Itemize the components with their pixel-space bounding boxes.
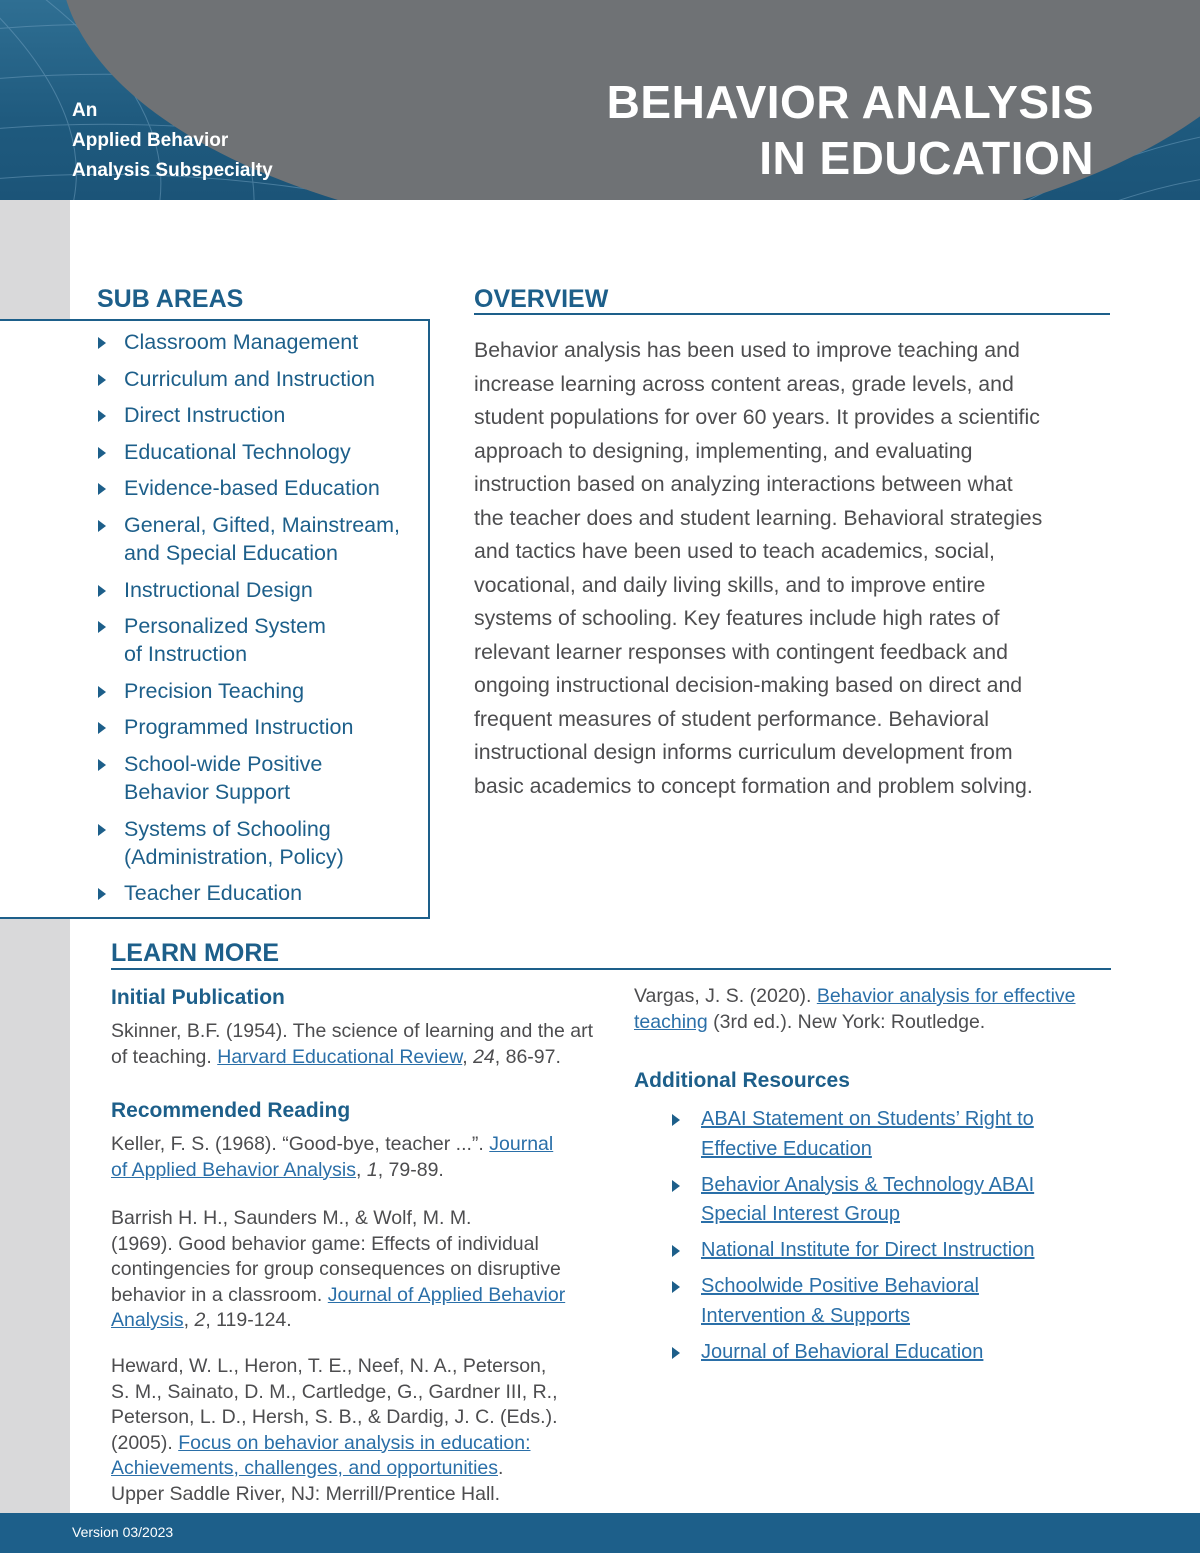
list-item-label: General, Gifted, Mainstream, [124,512,401,537]
reference-line [111,1132,611,1158]
arrow-bullet-icon [98,824,106,836]
list-item-label: Programmed Instruction [124,715,354,740]
list-item-label: Precision Teaching [124,678,305,703]
tagline-line: Analysis Subspecialty [72,160,273,181]
list-item [96,365,426,393]
list-item-label: (Administration, Policy) [124,844,344,869]
overview-heading: OVERVIEW [474,285,609,313]
reference-volume: 24 [473,1045,495,1068]
reference-line: contingencies for group consequences on disruptive [111,1258,561,1280]
overview-line: student populations for over 60 years. It provides a scientific [474,405,1040,429]
learn-more-heading: LEARN MORE [111,939,280,967]
tagline [72,96,273,186]
behavior-analysis-effective-teaching-link[interactable]: Behavior analysis for effective [816,985,1076,1007]
resource-item [670,1105,1090,1164]
tagline-line: Applied Behavior [72,130,229,151]
reference-line [111,1045,611,1071]
jaba-link[interactable]: Analysis [111,1309,184,1331]
focus-on-behavior-analysis-link[interactable]: Achievements, challenges, and opportunities [111,1457,498,1479]
arrow-bullet-icon [98,722,106,734]
list-item-label: Educational Technology [124,439,351,464]
reference-line [634,1010,1114,1036]
overview-line: systems of schooling. Key features include high rates of [474,606,1000,630]
reference-text: Keller, F. S. (1968). “Good-bye, teacher ...”. [111,1133,490,1155]
behavior-analysis-effective-teaching-link[interactable]: teaching [634,1010,708,1033]
list-item-label: Classroom Management [124,330,359,354]
jaba-link[interactable]: of Applied Behavior Analysis [111,1158,356,1181]
arrow-bullet-icon [672,1245,680,1257]
reference-line [111,1456,621,1482]
arrow-bullet-icon [672,1114,680,1126]
additional-resources-list [670,1105,1090,1374]
reference-text: Vargas, J. S. (2020). [634,985,817,1007]
arrow-bullet-icon [98,888,106,900]
overview-line: basic academics to concept formation and problem solving. [474,773,1033,798]
abai-statement-link[interactable]: ABAI Statement on Students’ Right to [701,1108,1034,1130]
page-title-line: IN EDUCATION [759,132,1094,184]
reference-line: Peterson, L. D., Hersh, S. B., & Dardig, J. C. (Eds.). [111,1406,558,1428]
reference-line: Skinner, B.F. (1954). The science of learning and the art [111,1020,594,1042]
resource-item [670,1272,1090,1331]
reference-keller [111,1132,611,1183]
arrow-bullet-icon [672,1180,680,1192]
arrow-bullet-icon [98,447,106,459]
arrow-bullet-icon [672,1281,680,1293]
reference-text: (3rd ed.). New York: Routledge. [707,1010,986,1033]
behavior-analysis-technology-sig-link[interactable]: Behavior Analysis & Technology ABAI [701,1173,1035,1196]
reference-text: , 86-97. [494,1045,561,1068]
overview-line: relevant learner responses with contingent feedback and [474,639,1008,664]
nifdi-link[interactable]: National Institute for Direct Instruction [701,1239,1035,1261]
list-item [96,879,426,907]
list-item [96,576,426,604]
list-item-label: Curriculum and Instruction [124,366,375,391]
list-item-label: Teacher Education [124,881,303,906]
footer-band [0,1513,1200,1553]
list-item [96,401,426,429]
reference-text: , [356,1158,367,1181]
list-item [96,713,426,741]
list-item [96,677,426,705]
arrow-bullet-icon [98,759,106,771]
recommended-reading-heading: Recommended Reading [111,1099,351,1122]
list-item-label: Systems of Schooling [124,816,331,841]
overview-paragraph [474,334,1114,803]
arrow-bullet-icon [98,410,106,422]
overview-line: and tactics have been used to teach academics, social, [474,539,995,563]
harvard-educational-review-link[interactable]: Harvard Educational Review [217,1045,463,1068]
resource-item [670,1171,1090,1230]
list-item [96,438,426,466]
reference-line [111,1158,611,1184]
list-item-label: Personalized System [124,614,326,639]
arrow-bullet-icon [98,585,106,597]
reference-line [111,1308,611,1334]
overview-line: instructional design informs curriculum development from [474,740,1013,764]
list-item [96,612,426,668]
pbis-link[interactable]: Intervention & Supports [701,1304,911,1327]
reference-text: . [498,1457,504,1479]
overview-line: increase learning across content areas, grade levels, and [474,371,1014,396]
list-item [96,511,426,567]
reference-line: Heward, W. L., Heron, T. E., Neef, N. A., Peterson, [111,1355,547,1377]
list-item-label: Direct Instruction [124,403,286,428]
initial-publication-heading: Initial Publication [111,986,285,1009]
pbis-link[interactable]: Schoolwide Positive Behavioral [701,1275,979,1297]
list-item-label: Instructional Design [124,577,313,602]
additional-resources-heading: Additional Resources [634,1069,850,1092]
list-item [96,815,426,871]
reference-skinner [111,1019,611,1070]
overview-line: instruction based on analyzing interactions between what [474,472,1013,496]
reference-line: (1969). Good behavior game: Effects of individual [111,1232,539,1255]
list-item-label: of Instruction [124,642,248,667]
reference-text: , 79-89. [377,1158,444,1181]
list-item [96,750,426,806]
resource-item [670,1236,1090,1266]
sub-areas-list [96,328,426,916]
behavior-analysis-technology-sig-link[interactable]: Special Interest Group [701,1203,900,1225]
reference-line [111,1283,611,1309]
reference-line: Upper Saddle River, NJ: Merrill/Prentice Hall. [111,1482,501,1505]
arrow-bullet-icon [98,337,106,349]
reference-barrish [111,1206,611,1334]
list-item-label: and Special Education [124,540,338,565]
overview-rule [474,313,1110,315]
arrow-bullet-icon [98,686,106,698]
list-item [96,474,426,502]
reference-text: , 119-124. [205,1309,292,1331]
tagline-line: An [72,100,98,121]
list-item-label: Behavior Support [124,779,291,804]
reference-heward [111,1354,621,1507]
sub-areas-heading: SUB AREAS [97,285,244,313]
overview-line: approach to designing, implementing, and evaluating [474,438,973,463]
reference-text: of teaching. [111,1045,218,1068]
jaba-link[interactable]: Journal of Applied Behavior [327,1283,566,1306]
reference-line [634,984,1114,1010]
reference-volume: 1 [366,1158,378,1181]
reference-vargas [634,984,1114,1035]
resource-item [670,1338,1090,1368]
overview-line: the teacher does and student learning. Behavioral strategies [474,505,1043,530]
abai-statement-link[interactable]: Effective Education [701,1137,872,1160]
reference-line: S. M., Sainato, D. M., Cartledge, G., Gardner III, R., [111,1380,558,1403]
reference-line: Barrish H. H., Saunders M., & Wolf, M. M. [111,1207,472,1229]
overview-line: frequent measures of student performance. Behavioral [474,706,989,731]
arrow-bullet-icon [98,520,106,532]
arrow-bullet-icon [672,1347,680,1359]
arrow-bullet-icon [98,621,106,633]
reference-line [111,1431,621,1457]
list-item-label: Evidence-based Education [124,476,380,501]
overview-line: vocational, and daily living skills, and to improve entire [474,572,986,597]
reference-text: , [462,1045,474,1068]
learn-more-rule [111,968,1111,970]
reference-text: behavior in a classroom. [111,1283,328,1306]
focus-on-behavior-analysis-link[interactable]: Focus on behavior analysis in education: [178,1431,531,1454]
jaba-link[interactable]: Journal [489,1133,554,1155]
journal-of-behavioral-education-link[interactable]: Journal of Behavioral Education [701,1340,984,1363]
reference-text: (2005). [111,1431,179,1454]
reference-volume: 2 [194,1309,206,1331]
overview-line: ongoing instructional decision-making based on direct and [474,673,1023,697]
list-item [96,328,426,356]
page-title [607,74,1094,186]
arrow-bullet-icon [98,374,106,386]
overview-line: Behavior analysis has been used to improve teaching and [474,338,1020,362]
version-label: Version 03/2023 [72,1524,174,1540]
page-title-line: BEHAVIOR ANALYSIS [606,76,1094,128]
arrow-bullet-icon [98,483,106,495]
list-item-label: School-wide Positive [124,751,323,776]
reference-text: , [183,1309,195,1331]
